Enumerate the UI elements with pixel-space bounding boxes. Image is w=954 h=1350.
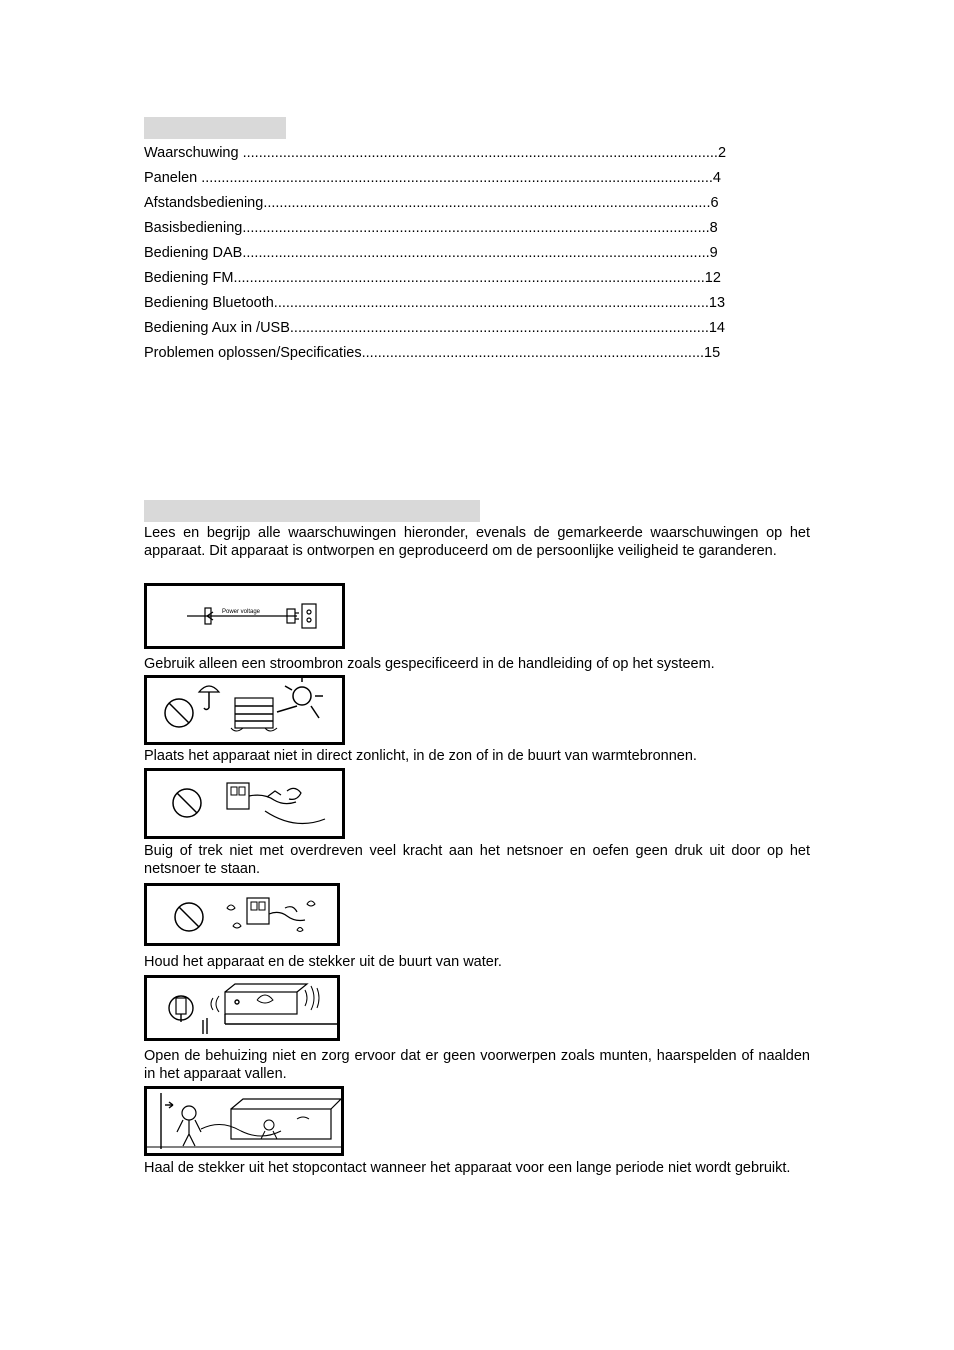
toc-entry: Problemen oplossen/Specificaties.....................................................................................15	[144, 345, 721, 361]
warning-text: Buig of trek niet met overdreven veel kracht aan het netsnoer en oefen geen druk uit door op het netsnoer te staan.	[144, 843, 810, 877]
toc-entry: Basisbediening....................................................................................................................8	[144, 220, 718, 236]
unplug-illustration	[144, 1086, 344, 1156]
toc-entry: Bediening FM.....................................................................................................................12	[144, 270, 721, 286]
warning-intro: Lees en begrijp alle waarschuwingen hieronder, evenals de gemarkeerde waarschuwingen op het apparaat. Dit apparaat is ontworpen en geproduceerd om de persoonlijke veiligheid te garanderen.	[144, 525, 810, 559]
sunlight-heat-illustration	[144, 675, 345, 745]
power-voltage-illustration	[144, 583, 345, 649]
power-cord-illustration	[144, 768, 345, 839]
toc-entry: Bediening DAB....................................................................................................................9	[144, 245, 718, 261]
warning-text: Plaats het apparaat niet in direct zonlicht, in de zon of in de buurt van warmtebronnen.	[144, 748, 697, 764]
warning-heading-bar	[144, 500, 480, 522]
toc-entry: Afstandsbediening...............................................................................................................6	[144, 195, 719, 211]
toc-entry: Bediening Aux in /USB........................................................................................................14	[144, 320, 725, 336]
toc-entry: Panelen ...............................................................................................................................4	[144, 170, 721, 186]
warning-text: Open de behuizing niet en zorg ervoor dat er geen voorwerpen zoals munten, haarspelden of naalden in het apparaat vallen.	[144, 1048, 810, 1082]
warning-text: Haal de stekker uit het stopcontact wanneer het apparaat voor een lange periode niet wordt gebruikt.	[144, 1160, 791, 1176]
warning-text: Gebruik alleen een stroombron zoals gespecificeerd in de handleiding of op het systeem.	[144, 656, 715, 672]
power-voltage-picture-label: Power voltage	[222, 609, 261, 615]
table-of-contents	[144, 143, 790, 368]
water-plug-illustration	[144, 883, 340, 946]
toc-entry: Bediening Bluetooth............................................................................................................13	[144, 295, 726, 311]
warning-text: Houd het apparaat en de stekker uit de buurt van water.	[144, 954, 502, 970]
toc-entry: Waarschuwing ......................................................................................................................2	[144, 145, 727, 161]
open-casing-illustration	[144, 975, 340, 1041]
toc-heading-bar	[144, 117, 286, 139]
